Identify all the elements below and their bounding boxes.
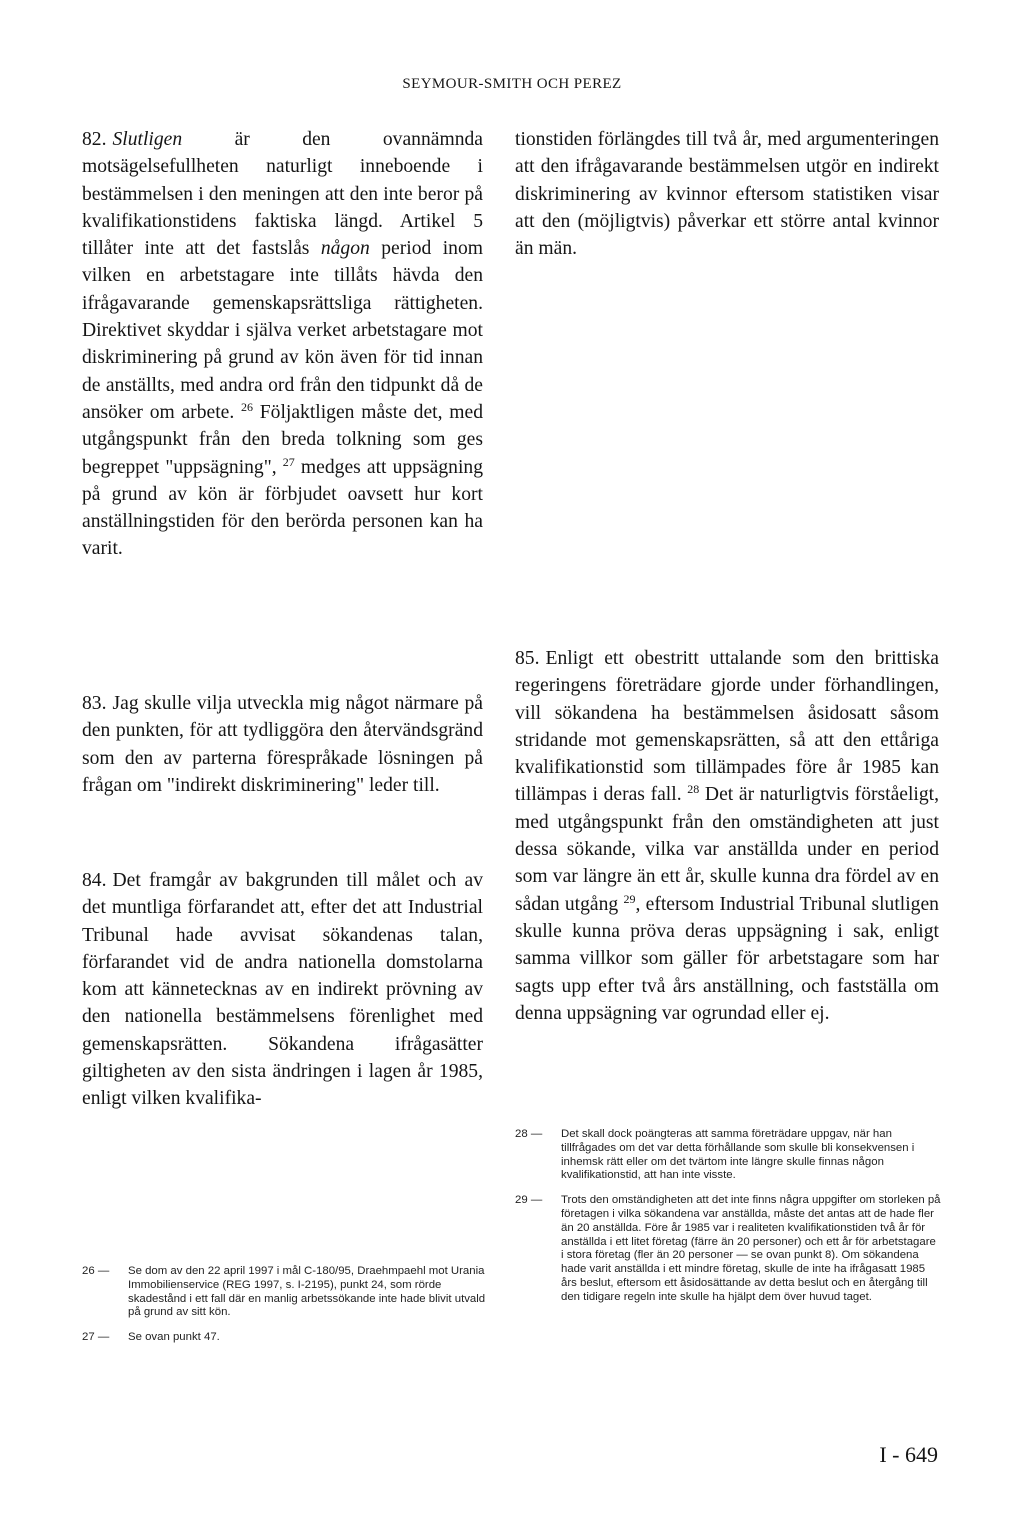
footnote-text: Se ovan punkt 47.	[128, 1331, 220, 1344]
footnote-mark: 27 —	[82, 1331, 110, 1344]
footnote-ref-29[interactable]: 29	[623, 891, 636, 906]
footnote-text: Se dom av den 22 april 1997 i mål C-180/95, Draehmpaehl mot Urania Immobilienservice (REG 1997, s. I-2195), punkt 24, som rörde skadestånd i ett fall där en manlig arbetssökande inte hade blivit utvald på grund av sitt kön.	[128, 1265, 486, 1319]
paragraph-text: , eftersom Industrial Tribunal slutligen skulle kunna pröva deras uppsägning i sak, enligt samma villkor som gäller för arbetstagare som har sagts upp efter två års anställning, och fastställa om denna uppsägning var ogrundad eller ej.	[515, 893, 939, 1024]
footnote-ref-27[interactable]: 27	[282, 454, 295, 469]
footnotes-right	[515, 1128, 941, 1316]
paragraph-84	[82, 867, 483, 1113]
paragraph-text: Det är naturligtvis förståeligt, med utgångspunkt från den omständigheten att just dessa sökande, vilka var anställda under en period som var längre än ett år, skulle kunna dra fördel av en sådan utgång	[515, 784, 939, 915]
paragraph-text: Enligt ett obestritt uttalande som den brittiska regeringens företrädare gjorde under förhandlingen, vill sökandena ha bestämmelsen åsidosatt såsom stridande mot gemenskapsrätten, så att den ettåriga kvalifikationstid som tillämpades före år 1985 kan tillämpas i deras fall.	[515, 648, 939, 806]
paragraph-text: Jag skulle vilja utveckla mig något närmare på den punkten, för att tydliggöra den återvändsgränd som den av parterna förespråkade lösningen på frågan om "indirekt diskriminering" leder till.	[82, 693, 483, 796]
footnote-27	[82, 1331, 487, 1345]
paragraph-83	[82, 690, 483, 799]
page-number: I - 649	[879, 1442, 938, 1467]
emphasis-text: Slutligen	[112, 129, 183, 150]
footnote-28	[515, 1128, 941, 1183]
footnote-mark: 29 —	[515, 1194, 543, 1207]
paragraph-text: period inom vilken en arbetstagare inte tillåts hävda den ifrågavarande gemenskapsrättsliga rättigheten. Direktivet skyddar i själva verket arbetstagare mot diskriminering på grund av kön även för tid innan de anställts, med andra ord från den tidpunkt då de ansöker om arbete.	[82, 238, 483, 423]
footnote-mark: 26 —	[82, 1265, 110, 1277]
footnote-mark: 28 —	[515, 1128, 543, 1140]
paragraph-text: Det framgår av bakgrunden till målet och av det muntliga förfarandet att, efter det att Industrial Tribunal hade avvisat sökandenas talan, förfarandet vid de andra nationella domstolarna kom att kännetecknas av en indirekt prövning av den nationella bestämmelsens förenlighet med gemenskapsrätten. Sökandena ifrågasätter giltigheten av den sista ändringen i lagen år 1985, enligt vilken kvalifika-	[82, 870, 483, 1110]
paragraph-text: medges att uppsägning på grund av kön är förbjudet oavsett hur kort anställningstiden för den berörda personen kan ha varit.	[82, 456, 483, 560]
footnote-text: Det skall dock poängteras att samma företrädare uppgav, när han tillfrågades om det var detta förhållande som skulle bli konsekvensen i inhemsk rätt eller om det tvärtom inte längre skulle finnas någon kvalifikationstid, att han inte visste.	[561, 1128, 915, 1182]
footnote-ref-26[interactable]: 26	[241, 399, 253, 414]
paragraph-number: 85.	[515, 648, 540, 669]
paragraph-number: 84.	[82, 870, 107, 891]
paragraph-number: 82.	[82, 129, 107, 150]
paragraph-text: Följaktligen måste det, med utgångspunkt från den breda tolkning som ges begreppet "uppsägning",	[82, 401, 483, 478]
paragraph-number: 83.	[82, 693, 107, 714]
running-head: SEYMOUR-SMITH OCH PEREZ	[402, 76, 622, 92]
paragraph-text: är den ovannämnda motsägelsefullheten naturligt inneboende i bestämmelsen i den meningen att den inte beror på kvalifikationstidens faktiska längd. Artikel 5 tillåter inte att det fastslås	[82, 129, 483, 260]
footnote-26	[82, 1265, 487, 1320]
footnote-ref-28[interactable]: 28	[687, 782, 700, 797]
emphasis-text: någon	[320, 238, 370, 260]
footnotes-left	[82, 1265, 487, 1356]
paragraph-82	[82, 126, 483, 563]
footnote-29	[515, 1194, 941, 1304]
paragraph-84-continuation: tionstiden förlängdes till två år, med argumenteringen att den ifrågavarande bestämmelsen utgör en indirekt diskriminering av kvinnor eftersom statistiken visar att den (möjligtvis) påverkar ett större antal kvinnor än män.	[515, 129, 939, 260]
footnote-text: Trots den omständigheten att det inte finns några uppgifter om storleken på företagen i vilka sökandena var anställda, måste det antas att de hade fler än 20 anställda. Före år 1985 var i realiteten kvalifikationstiden två år för anställda i ett litet företag (färre än 20 personer) och ett år för arbetstagare i stora företag (fler än 20 personer — se ovan punkt 8). Om sökandena hade varit anställda i ett mindre företag, skulle de inte ha ifrågasatt 1985 års beslut, eftersom ett åsidosättande av detta beslut och en återgång till den tidigare regeln inte skulle ha hjälpt dem över huvud taget.	[561, 1194, 941, 1303]
paragraph-85	[515, 645, 939, 1027]
